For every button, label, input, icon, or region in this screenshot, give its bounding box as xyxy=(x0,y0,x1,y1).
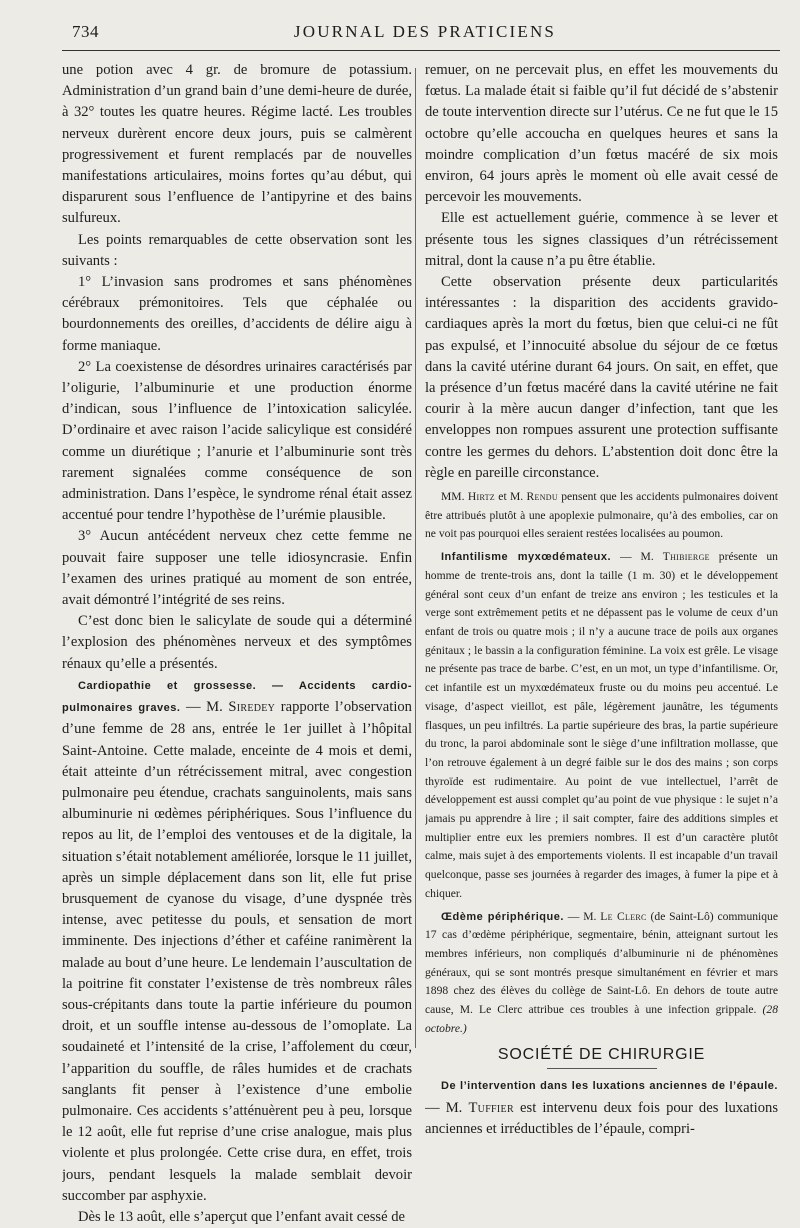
running-header xyxy=(72,22,778,46)
society-title: SOCIÉTÉ DE CHIRURGIE xyxy=(497,1046,706,1064)
paragraph: Les points remarquables de cette observation sont les suivants : xyxy=(62,231,412,269)
page-number: 734 xyxy=(72,22,99,41)
section-heading: De l’intervention dans les luxations anciennes de l’épaule. xyxy=(441,1080,778,1093)
paragraph: Cette observation présente deux particularités intéressantes : la disparition des accidents gravido-cardiaques après la mort du fœtus, bien que celui-ci ne fût pas expulsé, et l’innocuité absolue du séjour de ce fœtus dans la cavité utérine durant 64 jours. On sait, en effet, que la présence d’un fœtus macéré dans la cavité utérine ne fait courir à la mère aucun danger d’infection, tant que les enveloppes non rompues assurent une protection suffisante contre les germes du dehors. L’abstention doit donc être la règle en pareille circonstance. xyxy=(425,274,778,481)
article-text: est intervenu deux fois pour des luxations anciennes et irréductibles de l’épaule, compri- xyxy=(425,1099,778,1137)
header-rule xyxy=(62,50,780,51)
author-name: Le Clerc xyxy=(600,909,647,923)
paragraph: 2° La coexistense de désordres urinaires caractérisés par l’oligurie, l’albuminurie et une production énorme d’indican, sous l’influence de l’intoxication salicylée. D’ordinaire et avec raison l’acide salicylique est considéré comme un diurétique ; l’anurie et l’albuminurie sont très rarement signalées comme conséquence de son administration. Dans l’espèce, le syndrome rénal était assez accentué pour tendre l’hypothèse de l’urémie plausible. xyxy=(62,358,412,524)
article-intervention xyxy=(425,1075,778,1140)
note-text: pensent que les accidents pulmonaires doivent être attribués plutôt à une apoplexie pulmonaire, qu’à des embolies, car on ne voit pas pourquoi elles seraient restées localisées au poumon. xyxy=(425,490,778,541)
section-heading: Œdème périphérique. xyxy=(441,910,564,923)
paragraph: 3° Aucun antécédent nerveux chez cette femme ne pouvait faire supposer une telle idiosyncrasie. Enfin l’examen des urines pratiqué au moment de son entrée, avait démontré l’intégrité de ses reins. xyxy=(62,528,412,609)
left-column xyxy=(62,60,412,1228)
paragraph: une potion avec 4 gr. de bromure de potassium. Administration d’un grand bain d’une demi-heure de durée, à 32° toutes les quatre heures. Régime lacté. Les troubles nerveux durèrent encore deux jours, puis se calmèrent progressivement et furent remplacés par de nouvelles manifestations articulaires, moins fortes qu’au début, qui disparurent sous l’enfluence de l’antipyrine et des bains sulfureux. xyxy=(62,62,412,227)
dash: — M. xyxy=(611,550,663,564)
article-oedeme xyxy=(425,908,778,1039)
right-column xyxy=(425,60,778,1140)
dash: — M. xyxy=(425,1099,469,1116)
society-rule xyxy=(547,1068,657,1069)
article-infantilisme xyxy=(425,548,778,903)
discussion-note xyxy=(425,488,778,544)
section-heading: Infantilisme myxœdémateux. xyxy=(441,551,612,564)
dash: — M. xyxy=(563,909,601,923)
article-text: (de Saint-Lô) communique 17 cas d’œdème périphérique, segmentaire, bénin, atteignant surtout les membres inférieurs, non compliqués d’albuminurie ni de phénomènes généraux, qui se sont montrés presque simultanément en février et mars 1898 chez des élèves du collège de Saint-Lô. En dehors de toute autre cause, M. Le Clerc attribue ces troubles à une infection grippale. xyxy=(425,909,778,1017)
paragraph: 1° L’invasion sans prodromes et sans phénomènes cérébraux prémonitoires. Tels que céphalée ou bourdonnements des oreilles, d’accidents de délire aigu à forme maniaque. xyxy=(62,274,412,354)
author-name: Siredey xyxy=(228,699,276,716)
paragraph: Elle est actuellement guérie, commence à se lever et présente tous les signes classiques d’un rétrécissement mitral, dont la cause n’a pu être établie. xyxy=(425,210,778,269)
session-date: (28 octobre.) xyxy=(425,1003,778,1035)
column-divider xyxy=(415,68,416,1048)
article-cardiopathie xyxy=(62,675,412,1207)
dash: — M. xyxy=(180,699,229,716)
paragraph: C’est donc bien le salicylate de soude qui a déterminé l’explosion des phénomènes nerveux et des symptômes rénaux qu’elle a présentés. xyxy=(62,613,412,672)
article-text: présente un homme de trente-trois ans, dont la taille (1 m. 30) et le développement général sont ceux d’un enfant de treize ans environ ; les testicules et la verge sont extrêmement petits et ne dépassent pas le volume de ceux d’un enfant de trois ou quatre mois ; il n’y a aucune trace de poils aux organes génitaux ; le bassin a la configuration féminine. La voix est grêle. Le visage ne présente pas trace de barbe. C’est, en un mot, un type d’infantilisme. Or, cet infantile est un myxœdémateux fruste ou du moins peu accentué. Le visage, d’aspect vieillot, est pâle, légèrement jaunâtre, les téguments flasques, un peu infiltrés. La partie supérieure des bras, la partie supérieure du tronc, la paroi abdominale sont le siège d’une infiltration mollasse, que l’on retrouve également à un degré faible sur le dos des mains ; son corps thyroïde est rudimentaire. Au point de vue intellectuel, l’arrêt de développement est aussi complet qu’au point de vue physique : le sujet n’a jamais pu apprendre à lire ; il sait compter, faire des additions simples et multiplier entre eux les premiers nombres. Il est d’un caractère plutôt calme, mais sujet à des emportements violents. Il est incapable d’un travail quelconque, passe ses journées à regarder des images, à fumer la pipe et à chiquer. xyxy=(425,550,778,900)
author-name: Thibierge xyxy=(662,550,710,564)
author-name: Rendu xyxy=(526,490,558,504)
author-name: Hirtz xyxy=(467,490,495,504)
section-heading: Cardiopathie et grossesse. — Accidents cardio-pulmonaires graves. xyxy=(62,679,412,715)
paragraph: Dès le 13 août, elle s’aperçut que l’enfant avait cessé de xyxy=(78,1208,405,1225)
journal-title: JOURNAL DES PRATICIENS xyxy=(293,22,557,41)
article-text: rapporte l’observation d’une femme de 28 ans, entrée le 1er juillet à l’hôpital Saint-Antoine. Cette malade, enceinte de 4 mois et demi, était atteinte d’un rétrécissement mitral, avec congestion pulmonaire peu étendue, crachats sanguinolents, mais sans albuminurie ni œdèmes périphériques. Sous l’influence du repos au lit, de l’emploi des ventouses et de la digitale, la situation s’était notablement améliorée, lorsque le 11 juillet, après un simple déplacement dans son lit, elle fut prise brusquement de cyanose du visage, d’une dyspnée très intense, avec petitesse du pouls, et sensation de mort imminente. Des injections d’éther et caféine ranimèrent la malade au bout d’une heure. Le lendemain l’auscultation de la poitrine fit constater l’existense de très nombreux râles sous-crépitants dans toute la partie inférieure du poumon droit, et un souffle intense au-dessous de l’omoplate. La soudaineté et l’intensité de la crise, l’affolement du cœur, l’apparition du souffle, de râles humides et de crachats sanglants fit penser à l’existence d’une embolie pulmonaire. Ces accidents s’atténuèrent peu à peu, lorsque le 12 août, elle fut reprise d’une crise analogue, mais plus violente et plus prolongée. Cette crise dura, en effet, trois jours, pendant lesquels la malade semblait devoir succomber par asphyxie. xyxy=(62,699,412,1204)
prefix: MM. xyxy=(441,490,468,504)
paragraph: remuer, on ne percevait plus, en effet les mouvements du fœtus. La malade était si faible qu’il fut décidé de s’abstenir de toute intervention directe sur l’utérus. Ce ne fut que le 15 octobre qu’elle accoucha en quelques heures et sans la moindre complication d’un fœtus macéré de six mois environ, 64 jours après le moment où elle avait cessé de percevoir les mouvements. xyxy=(425,62,778,206)
conjunction: et M. xyxy=(495,490,527,504)
author-name: Tuffier xyxy=(468,1099,514,1116)
